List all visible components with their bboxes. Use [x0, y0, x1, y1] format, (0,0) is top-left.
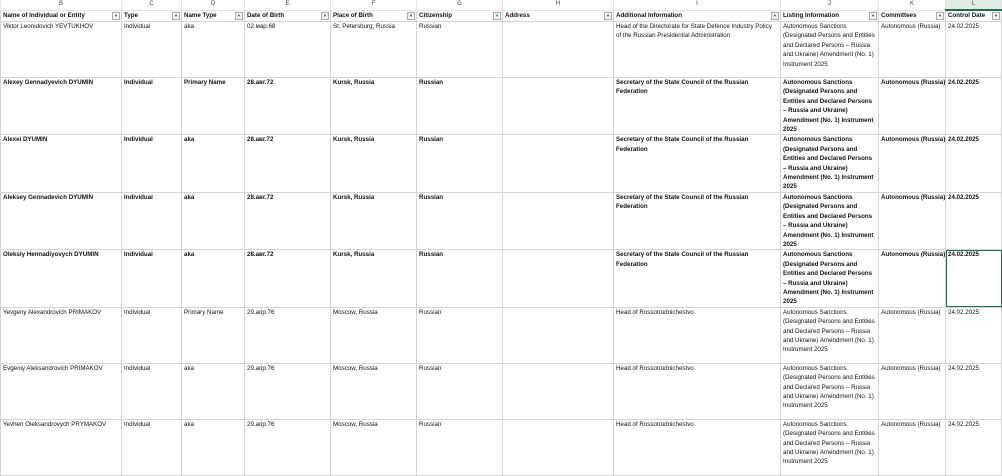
table-cell[interactable]: Autonomous Sanctions (Designated Persons and Entities and Declared Persons – Russia and Ukraine) Amendment (No. 1) Instrument 2025 — [781, 78, 879, 135]
table-cell[interactable]: Autonomous Sanctions (Designated Persons and Entities and Declared Persons – Russia and Ukraine) Amendment (No. 1) Instrument 2025 — [781, 419, 879, 475]
filter-dropdown-icon[interactable]: ▼ — [936, 12, 944, 20]
table-cell[interactable]: Individual — [122, 307, 182, 363]
column-header-label: Control Date — [948, 12, 986, 19]
table-cell[interactable]: Autonomous Sanctions (Designated Persons and Entities and Declared Persons – Russia and Ukraine) Amendment (No. 1) Instrument 2025 — [781, 192, 879, 249]
column-header-label: Citizenship — [419, 11, 453, 19]
column-letters-row — [1, 0, 1002, 10]
table-cell[interactable] — [503, 78, 614, 135]
column-letter-k[interactable]: K — [879, 0, 946, 10]
column-letter-d[interactable]: D — [182, 0, 245, 10]
table-cell[interactable]: Secretary of the State Council of the Russian Federation — [614, 135, 781, 192]
table-cell[interactable]: Primary Name — [182, 307, 245, 363]
table-cell[interactable]: aka — [182, 22, 245, 78]
table-cell[interactable]: Russian — [417, 363, 503, 419]
table-cell[interactable]: 29.апр.76 — [245, 363, 331, 419]
table-cell[interactable]: 28.авг.72 — [245, 135, 331, 192]
column-letter-h[interactable]: H — [503, 0, 614, 10]
filter-dropdown-icon[interactable]: ▼ — [112, 12, 120, 20]
table-cell[interactable]: Autonomous (Russia) — [879, 419, 946, 475]
table-row — [1, 78, 1002, 135]
column-letter-g[interactable]: G — [417, 0, 503, 10]
table-cell[interactable]: Autonomous (Russia) — [879, 363, 946, 419]
column-header-label: Type — [124, 11, 138, 19]
table-cell[interactable] — [503, 22, 614, 78]
table-cell[interactable]: Head of Rossotrudnichestvo — [614, 419, 781, 475]
table-cell[interactable]: Kursk, Russia — [331, 250, 417, 307]
table-cell[interactable]: 29.апр.76 — [245, 419, 331, 475]
table-cell[interactable]: Individual — [122, 250, 182, 307]
column-header-label: Committees — [881, 11, 917, 19]
table-cell[interactable]: Evgeniy Aleksandrovich PRIMAKOV — [1, 363, 122, 419]
table-cell[interactable]: Autonomous Sanctions (Designated Persons and Entities and Declared Persons – Russia and Ukraine) Amendment (No. 1) Instrument 2025 — [781, 250, 879, 307]
table-cell[interactable]: Secretary of the State Council of the Russian Federation — [614, 192, 781, 249]
filter-active-icon[interactable]: ▼ — [493, 12, 501, 20]
column-letter-e[interactable]: E — [245, 0, 331, 10]
filter-dropdown-icon[interactable]: ▼ — [869, 12, 877, 20]
table-cell[interactable]: Kursk, Russia — [331, 135, 417, 192]
table-cell[interactable]: Autonomous Sanctions (Designated Persons and Entities and Declared Persons – Russia and Ukraine) Amendment (No. 1) Instrument 2025 — [781, 22, 879, 78]
table-cell[interactable]: aka — [182, 192, 245, 249]
table-cell[interactable] — [503, 250, 614, 307]
column-header — [245, 10, 331, 22]
table-cell[interactable]: Yevgeny Alexandrovich PRIMAKOV — [1, 307, 122, 363]
filter-dropdown-icon[interactable]: ▼ — [235, 12, 243, 20]
table-cell[interactable]: 29.апр.76 — [245, 307, 331, 363]
table-cell[interactable]: Individual — [122, 22, 182, 78]
table-cell[interactable]: aka — [182, 363, 245, 419]
column-header — [1, 10, 122, 22]
table-cell[interactable]: 28.авг.72 — [245, 250, 331, 307]
table-cell[interactable] — [503, 192, 614, 249]
column-header — [182, 10, 245, 22]
table-cell[interactable]: Primary Name — [182, 78, 245, 135]
table-cell[interactable]: Secretary of the State Council of the Russian Federation — [614, 250, 781, 307]
column-letter-j[interactable]: J — [781, 0, 879, 10]
table-cell[interactable]: Alexei DYUMIN — [1, 135, 122, 192]
column-letter-c[interactable]: C — [122, 0, 182, 10]
table-cell[interactable]: 24.02.2025 — [946, 363, 1002, 419]
table-cell[interactable]: Russian — [417, 22, 503, 78]
table-cell[interactable] — [503, 135, 614, 192]
column-header — [417, 10, 503, 22]
table-cell[interactable]: 24.02.2025 — [946, 419, 1002, 475]
filter-dropdown-icon[interactable]: ▼ — [992, 12, 1000, 20]
table-cell[interactable]: Russian — [417, 192, 503, 249]
table-cell[interactable]: Moscow, Russia — [331, 363, 417, 419]
table-cell[interactable]: Autonomous (Russia) — [879, 22, 946, 78]
table-cell[interactable]: Russian — [417, 135, 503, 192]
table-cell[interactable]: 24.02.2025 — [946, 192, 1002, 249]
table-cell[interactable]: Russian — [417, 307, 503, 363]
table-cell[interactable]: Individual — [122, 135, 182, 192]
table-cell[interactable]: Russian — [417, 419, 503, 475]
table-cell[interactable]: Russian — [417, 250, 503, 307]
table-cell[interactable]: Aleksey Gennadevich DYUMIN — [1, 192, 122, 249]
column-header — [781, 10, 879, 22]
filter-dropdown-icon[interactable]: ▼ — [321, 12, 329, 20]
table-cell[interactable]: aka — [182, 250, 245, 307]
table-cell[interactable]: Autonomous (Russia) — [879, 307, 946, 363]
table-cell[interactable]: Individual — [122, 419, 182, 475]
table-body — [1, 22, 1002, 476]
column-header-label: Place of Birth — [333, 11, 373, 19]
table-cell[interactable]: Autonomous (Russia) — [879, 192, 946, 249]
table-row — [1, 419, 1002, 475]
table-cell[interactable]: Moscow, Russia — [331, 419, 417, 475]
table-cell[interactable]: 24.02.2025 — [946, 250, 1002, 307]
table-cell[interactable]: Head of the Directorate for State Defence Industry Policy of the Russian Presidential Administration — [614, 22, 781, 78]
column-header — [331, 10, 417, 22]
table-cell[interactable]: Individual — [122, 192, 182, 249]
table-cell[interactable]: Alexey Gennadyevich DYUMIN — [1, 78, 122, 135]
column-header-label: Name of Individual or Entity — [3, 11, 85, 19]
table-cell[interactable]: Russian — [417, 78, 503, 135]
column-header-label: Additional Information — [616, 11, 682, 19]
table-row — [1, 192, 1002, 249]
table-row — [1, 363, 1002, 419]
table-cell[interactable]: Autonomous (Russia) — [879, 135, 946, 192]
table-cell[interactable]: Individual — [122, 363, 182, 419]
table-cell[interactable]: 24.02.2025 — [946, 22, 1002, 78]
table-cell[interactable]: Individual — [122, 78, 182, 135]
column-header — [879, 10, 946, 22]
table-cell[interactable]: Secretary of the State Council of the Russian Federation — [614, 78, 781, 135]
filter-dropdown-icon[interactable]: ▼ — [407, 12, 415, 20]
table-cell[interactable]: St. Petersburg, Russia — [331, 22, 417, 78]
table-row — [1, 250, 1002, 307]
column-header — [946, 10, 1002, 22]
table-cell[interactable]: Autonomous (Russia) — [879, 78, 946, 135]
table-cell[interactable]: Autonomous Sanctions (Designated Persons and Entities and Declared Persons – Russia and Ukraine) Amendment (No. 1) Instrument 2025 — [781, 363, 879, 419]
column-header-label: Name Type — [184, 11, 217, 19]
table-cell[interactable]: Viktor Leonidovich YEVTUKHOV — [1, 22, 122, 78]
column-header — [614, 10, 781, 22]
table-cell[interactable]: 28.авг.72 — [245, 192, 331, 249]
table-cell[interactable]: Moscow, Russia — [331, 307, 417, 363]
header-row — [1, 10, 1002, 22]
column-header-label: Address — [505, 11, 530, 19]
table-row — [1, 22, 1002, 78]
table-cell[interactable]: 24.02.2025 — [946, 135, 1002, 192]
column-header — [122, 10, 182, 22]
table-row — [1, 135, 1002, 192]
table-cell[interactable]: Autonomous (Russia) — [879, 250, 946, 307]
column-header-label: Date of Birth — [247, 11, 285, 19]
column-letter-l[interactable]: L — [946, 0, 1002, 10]
column-letter-i[interactable]: I — [614, 0, 781, 10]
filter-dropdown-icon[interactable]: ▼ — [604, 12, 612, 20]
table-cell[interactable] — [503, 307, 614, 363]
column-letter-f[interactable]: F — [331, 0, 417, 10]
table-cell[interactable]: 24.02.2025 — [946, 78, 1002, 135]
table-cell[interactable]: Head of Rossotrudnichestvo — [614, 363, 781, 419]
table-cell[interactable]: Oleksiy Hennadiyovych DYUMIN — [1, 250, 122, 307]
table-cell[interactable]: 28.авг.72 — [245, 78, 331, 135]
table-cell[interactable]: Yevhen Oleksandrovych PRYMAKOV — [1, 419, 122, 475]
filter-dropdown-icon[interactable]: ▼ — [172, 12, 180, 20]
column-header — [503, 10, 614, 22]
table-cell[interactable] — [503, 363, 614, 419]
table-cell[interactable]: Kursk, Russia — [331, 78, 417, 135]
table-cell[interactable]: 24.02.2025 — [946, 307, 1002, 363]
table-cell[interactable] — [503, 419, 614, 475]
table-cell[interactable]: Kursk, Russia — [331, 192, 417, 249]
table-cell[interactable]: Autonomous Sanctions (Designated Persons and Entities and Declared Persons – Russia and Ukraine) Amendment (No. 1) Instrument 2025 — [781, 135, 879, 192]
column-letter-b[interactable]: B — [1, 0, 122, 10]
column-header-label: Listing Information — [783, 11, 840, 19]
filter-dropdown-icon[interactable]: ▼ — [771, 12, 779, 20]
table-cell[interactable]: Head of Rossotrudnichestvo — [614, 307, 781, 363]
table-cell[interactable]: aka — [182, 419, 245, 475]
table-cell[interactable]: aka — [182, 135, 245, 192]
table-row — [1, 307, 1002, 363]
table-cell[interactable]: 02.мар.68 — [245, 22, 331, 78]
table-cell[interactable]: Autonomous Sanctions (Designated Persons and Entities and Declared Persons – Russia and Ukraine) Amendment (No. 1) Instrument 2025 — [781, 307, 879, 363]
